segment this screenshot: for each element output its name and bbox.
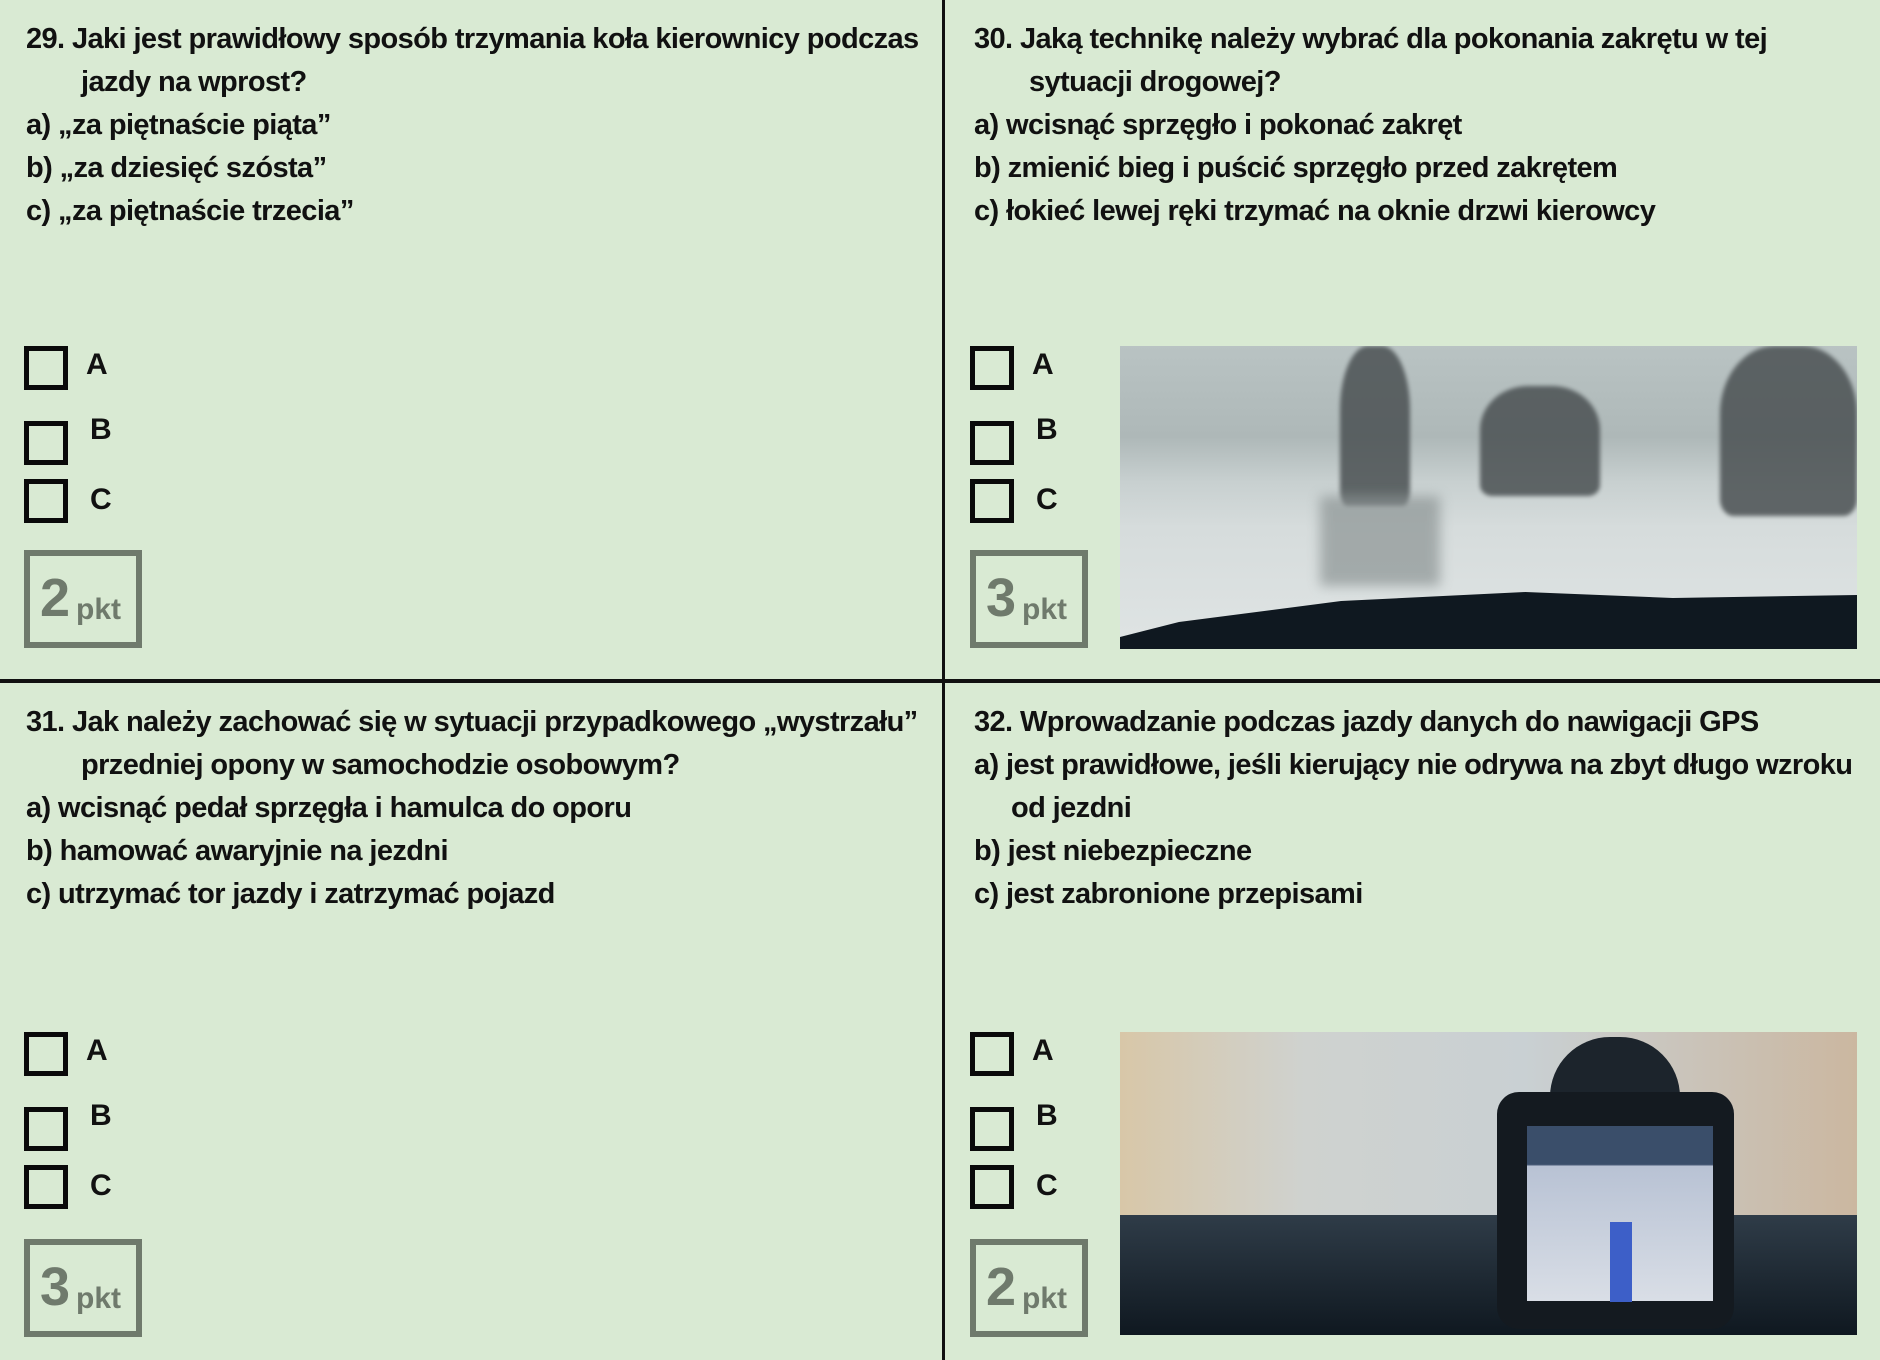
points-badge xyxy=(24,1239,142,1337)
points-badge xyxy=(970,1239,1088,1337)
question-title: 32. Wprowadzanie podczas jazdy danych do nawigacji GPS xyxy=(974,706,1759,738)
points-value: 3 xyxy=(40,1257,71,1317)
option-label: B xyxy=(90,1099,112,1132)
gps-navigation-device-photo xyxy=(1120,1032,1857,1335)
checkbox-icon[interactable] xyxy=(970,1107,1014,1151)
option-label: A xyxy=(1032,1034,1054,1067)
question-29 xyxy=(0,0,942,679)
option-label: C xyxy=(90,483,112,516)
option-label: C xyxy=(1036,1169,1058,1202)
answer-a: a) wcisnąć sprzęgło i pokonać zakręt xyxy=(974,109,1462,141)
snowy-road-curve-photo xyxy=(1120,346,1857,649)
option-label: B xyxy=(1036,1099,1058,1132)
option-label: A xyxy=(86,1034,108,1067)
gps-route-line xyxy=(1610,1222,1632,1302)
checkbox-icon[interactable] xyxy=(24,421,68,465)
checkbox-icon[interactable] xyxy=(970,1032,1014,1076)
answer-a: a) jest prawidłowe, jeśli kierujący nie odrywa na zbyt długo wzroku od jezdni xyxy=(974,749,1853,824)
checkbox-icon[interactable] xyxy=(24,1107,68,1151)
option-label: A xyxy=(1032,348,1054,381)
option-a-checkbox[interactable] xyxy=(24,346,144,392)
answer-c: c) jest zabronione przepisami xyxy=(974,878,1363,910)
option-c-checkbox[interactable] xyxy=(24,1165,144,1211)
tree-shape xyxy=(1480,386,1600,496)
option-b-checkbox[interactable] xyxy=(970,413,1090,467)
answer-a: a) „za piętnaście piąta” xyxy=(26,109,331,141)
option-c-checkbox[interactable] xyxy=(24,479,144,525)
question-title: 30. Jaką technikę należy wybrać dla pokonania zakrętu w tej sytuacji drogowej? xyxy=(974,23,1768,98)
question-title: 31. Jak należy zachować się w sytuacji przypadkowego „wystrzału” przedniej opony w samochodzie osobowym? xyxy=(26,706,918,781)
question-32 xyxy=(945,683,1880,1360)
answer-b: b) zmienić bieg i puścić sprzęgło przed zakrętem xyxy=(974,152,1618,184)
option-c-checkbox[interactable] xyxy=(970,1165,1090,1211)
tree-shape xyxy=(1720,346,1857,516)
question-text xyxy=(26,701,932,916)
option-label: B xyxy=(1036,413,1058,446)
answer-b: b) hamować awaryjnie na jezdni xyxy=(26,835,448,867)
answer-c: c) utrzymać tor jazdy i zatrzymać pojazd xyxy=(26,878,555,910)
checkbox-icon[interactable] xyxy=(970,479,1014,523)
points-badge xyxy=(970,550,1088,648)
question-text xyxy=(974,701,1870,916)
car-dashboard xyxy=(1120,1215,1857,1335)
question-text xyxy=(26,18,932,233)
option-a-checkbox[interactable] xyxy=(24,1032,144,1078)
points-unit: pkt xyxy=(1022,1282,1067,1315)
checkbox-icon[interactable] xyxy=(24,479,68,523)
tire-track xyxy=(1320,496,1440,586)
checkbox-icon[interactable] xyxy=(24,1165,68,1209)
option-label: A xyxy=(86,348,108,381)
answer-a: a) wcisnąć pedał sprzęgła i hamulca do oporu xyxy=(26,792,632,824)
question-30 xyxy=(945,0,1880,679)
car-hood xyxy=(1120,589,1857,649)
checkbox-icon[interactable] xyxy=(970,346,1014,390)
answer-c: c) łokieć lewej ręki trzymać na oknie drzwi kierowcy xyxy=(974,195,1656,227)
answer-b: b) „za dziesięć szósta” xyxy=(26,152,327,184)
option-b-checkbox[interactable] xyxy=(24,413,144,467)
question-title: 29. Jaki jest prawidłowy sposób trzymania koła kierownicy podczas jazdy na wprost? xyxy=(26,23,919,98)
question-text xyxy=(974,18,1870,233)
points-value: 2 xyxy=(40,568,71,628)
answer-c: c) „za piętnaście trzecia” xyxy=(26,195,354,227)
option-a-checkbox[interactable] xyxy=(970,346,1090,392)
answer-b: b) jest niebezpieczne xyxy=(974,835,1252,867)
points-unit: pkt xyxy=(76,593,121,626)
points-unit: pkt xyxy=(1022,593,1067,626)
option-label: C xyxy=(90,1169,112,1202)
points-value: 3 xyxy=(986,568,1017,628)
tree-shape xyxy=(1340,346,1410,506)
points-value: 2 xyxy=(986,1257,1017,1317)
checkbox-icon[interactable] xyxy=(24,1032,68,1076)
option-label: B xyxy=(90,413,112,446)
checkbox-icon[interactable] xyxy=(24,346,68,390)
checkbox-icon[interactable] xyxy=(970,421,1014,465)
question-31 xyxy=(0,683,942,1360)
points-badge xyxy=(24,550,142,648)
option-c-checkbox[interactable] xyxy=(970,479,1090,525)
option-b-checkbox[interactable] xyxy=(970,1099,1090,1153)
checkbox-icon[interactable] xyxy=(970,1165,1014,1209)
option-b-checkbox[interactable] xyxy=(24,1099,144,1153)
option-a-checkbox[interactable] xyxy=(970,1032,1090,1078)
option-label: C xyxy=(1036,483,1058,516)
points-unit: pkt xyxy=(76,1282,121,1315)
